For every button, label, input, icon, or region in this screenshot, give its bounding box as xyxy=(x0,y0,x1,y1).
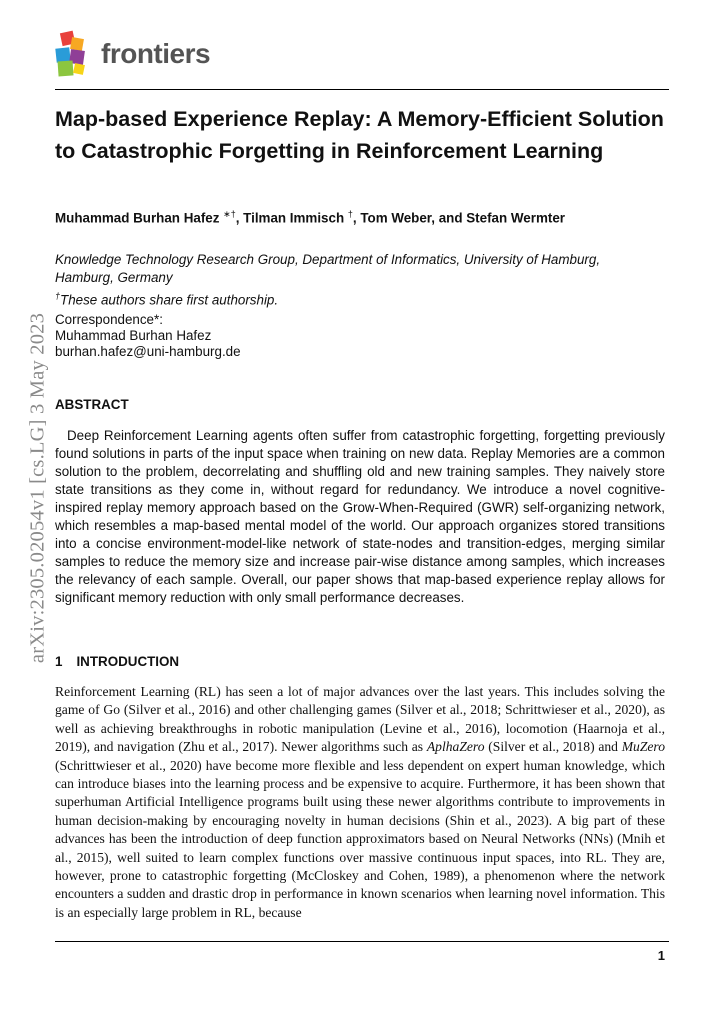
author-name: Tilman Immisch xyxy=(243,210,345,226)
intro-text-part: (Silver et al., 2018) and xyxy=(484,739,622,755)
author-mark: † xyxy=(347,209,353,219)
alphazero-term: AplhaZero xyxy=(426,739,485,755)
introduction-paragraph xyxy=(55,683,665,922)
correspondence-label: Correspondence*: xyxy=(55,312,163,327)
arxiv-stamp: arXiv:2305.02054v1 [cs.LG] 3 May 2023 xyxy=(26,312,49,664)
section-number: 1 xyxy=(55,654,63,669)
author-name: Stefan Wermter xyxy=(466,210,565,226)
shared-authorship-text: These authors share first authorship. xyxy=(60,292,279,308)
abstract-text: Deep Reinforcement Learning agents often suffer from catastrophic forgetting, forgetting previously found solutions in parts of the input space when training on new data. Replay Memories are a common solution to the problem, decorrelating and shuffling old and new training samples. They naively store state transitions as they come in, without regard for redundancy. We introduce a novel cognitive-inspired replay memory approach based on the Grow-When-Required (GWR) self-organizing network, which resembles a map-based mental model of the world. Our approach organizes stored transitions into a concise environment-model-like network of state-nodes and transition-edges, merging similar samples to reduce the memory size and increase pair-wise distance among samples, which increases the relevancy of each sample. Overall, our paper shows that map-based experience replay allows for significant memory reduction with only small performance decreases. xyxy=(55,428,665,605)
correspondence-email[interactable]: burhan.hafez@uni-hamburg.de xyxy=(55,344,241,359)
correspondence-block xyxy=(55,312,241,360)
author-mark: ∗† xyxy=(223,209,236,219)
affiliation-block xyxy=(55,251,615,309)
footnote-mark: † xyxy=(55,291,61,301)
frontiers-logo[interactable] xyxy=(55,30,245,78)
abstract-heading: ABSTRACT xyxy=(55,397,129,412)
page-number: 1 xyxy=(657,948,665,963)
author-separator: , xyxy=(235,210,244,226)
author-separator: , and xyxy=(431,210,467,226)
author-name: Tom Weber xyxy=(360,210,432,226)
frontiers-logo-icon xyxy=(55,30,97,78)
author-name: Muhammad Burhan Hafez xyxy=(55,210,220,226)
section-title: INTRODUCTION xyxy=(76,654,180,669)
shared-authorship-note xyxy=(55,287,615,309)
logo-wordmark: frontiers xyxy=(101,38,211,69)
author-list xyxy=(55,203,675,229)
intro-text-part: Reinforcement Learning (RL) has seen a lot of major advances over the last years. This includes solving the game of Go (Silver et al., 2016) and other challenging games (Silver et al., 2018; Schrittwieser et al., 2020), as well as achieving breakthroughs in robotic manipulation (Levine et al., 2016), locomotion (Haarnoja et al., 2019), and navigation (Zhu et al., 2017). Newer algorithms such as xyxy=(55,684,665,755)
footer-rule xyxy=(55,941,669,942)
muzero-term: MuZero xyxy=(621,739,665,755)
author-separator: , xyxy=(352,210,361,226)
correspondence-name: Muhammad Burhan Hafez xyxy=(55,328,212,343)
header-rule xyxy=(55,89,669,90)
paper-title: Map-based Experience Replay: A Memory-Efficient Solution to Catastrophic Forgetting in Reinforcement Learning xyxy=(55,107,664,163)
intro-text-part: (Schrittwieser et al., 2020) have become more flexible and less dependent on expert human knowledge, which can introduce biases into the learning process and be expensive to acquire. Furthermore, it has been shown that superhuman Artificial Intelligence programs built using these newer algorithms contribute to improvements in human decision-making by encouraging novelty in human decisions (Shin et al., 2023). A big part of these advances has been the introduction of deep function approximators based on Neural Networks (NNs) (Mnih et al., 2015), well suited to learn complex functions over massive continuous input spaces, into RL. They are, however, prone to catastrophic forgetting (McCloskey and Cohen, 1989), a phenomenon where the network encounters a sudden and drastic drop in performance in known scenarios when learning novel information. This is an especially large problem in RL, because xyxy=(55,757,665,920)
section-heading xyxy=(55,654,179,669)
affiliation: Knowledge Technology Research Group, Department of Informatics, University of Hamburg, Hamburg, Germany xyxy=(55,252,601,285)
